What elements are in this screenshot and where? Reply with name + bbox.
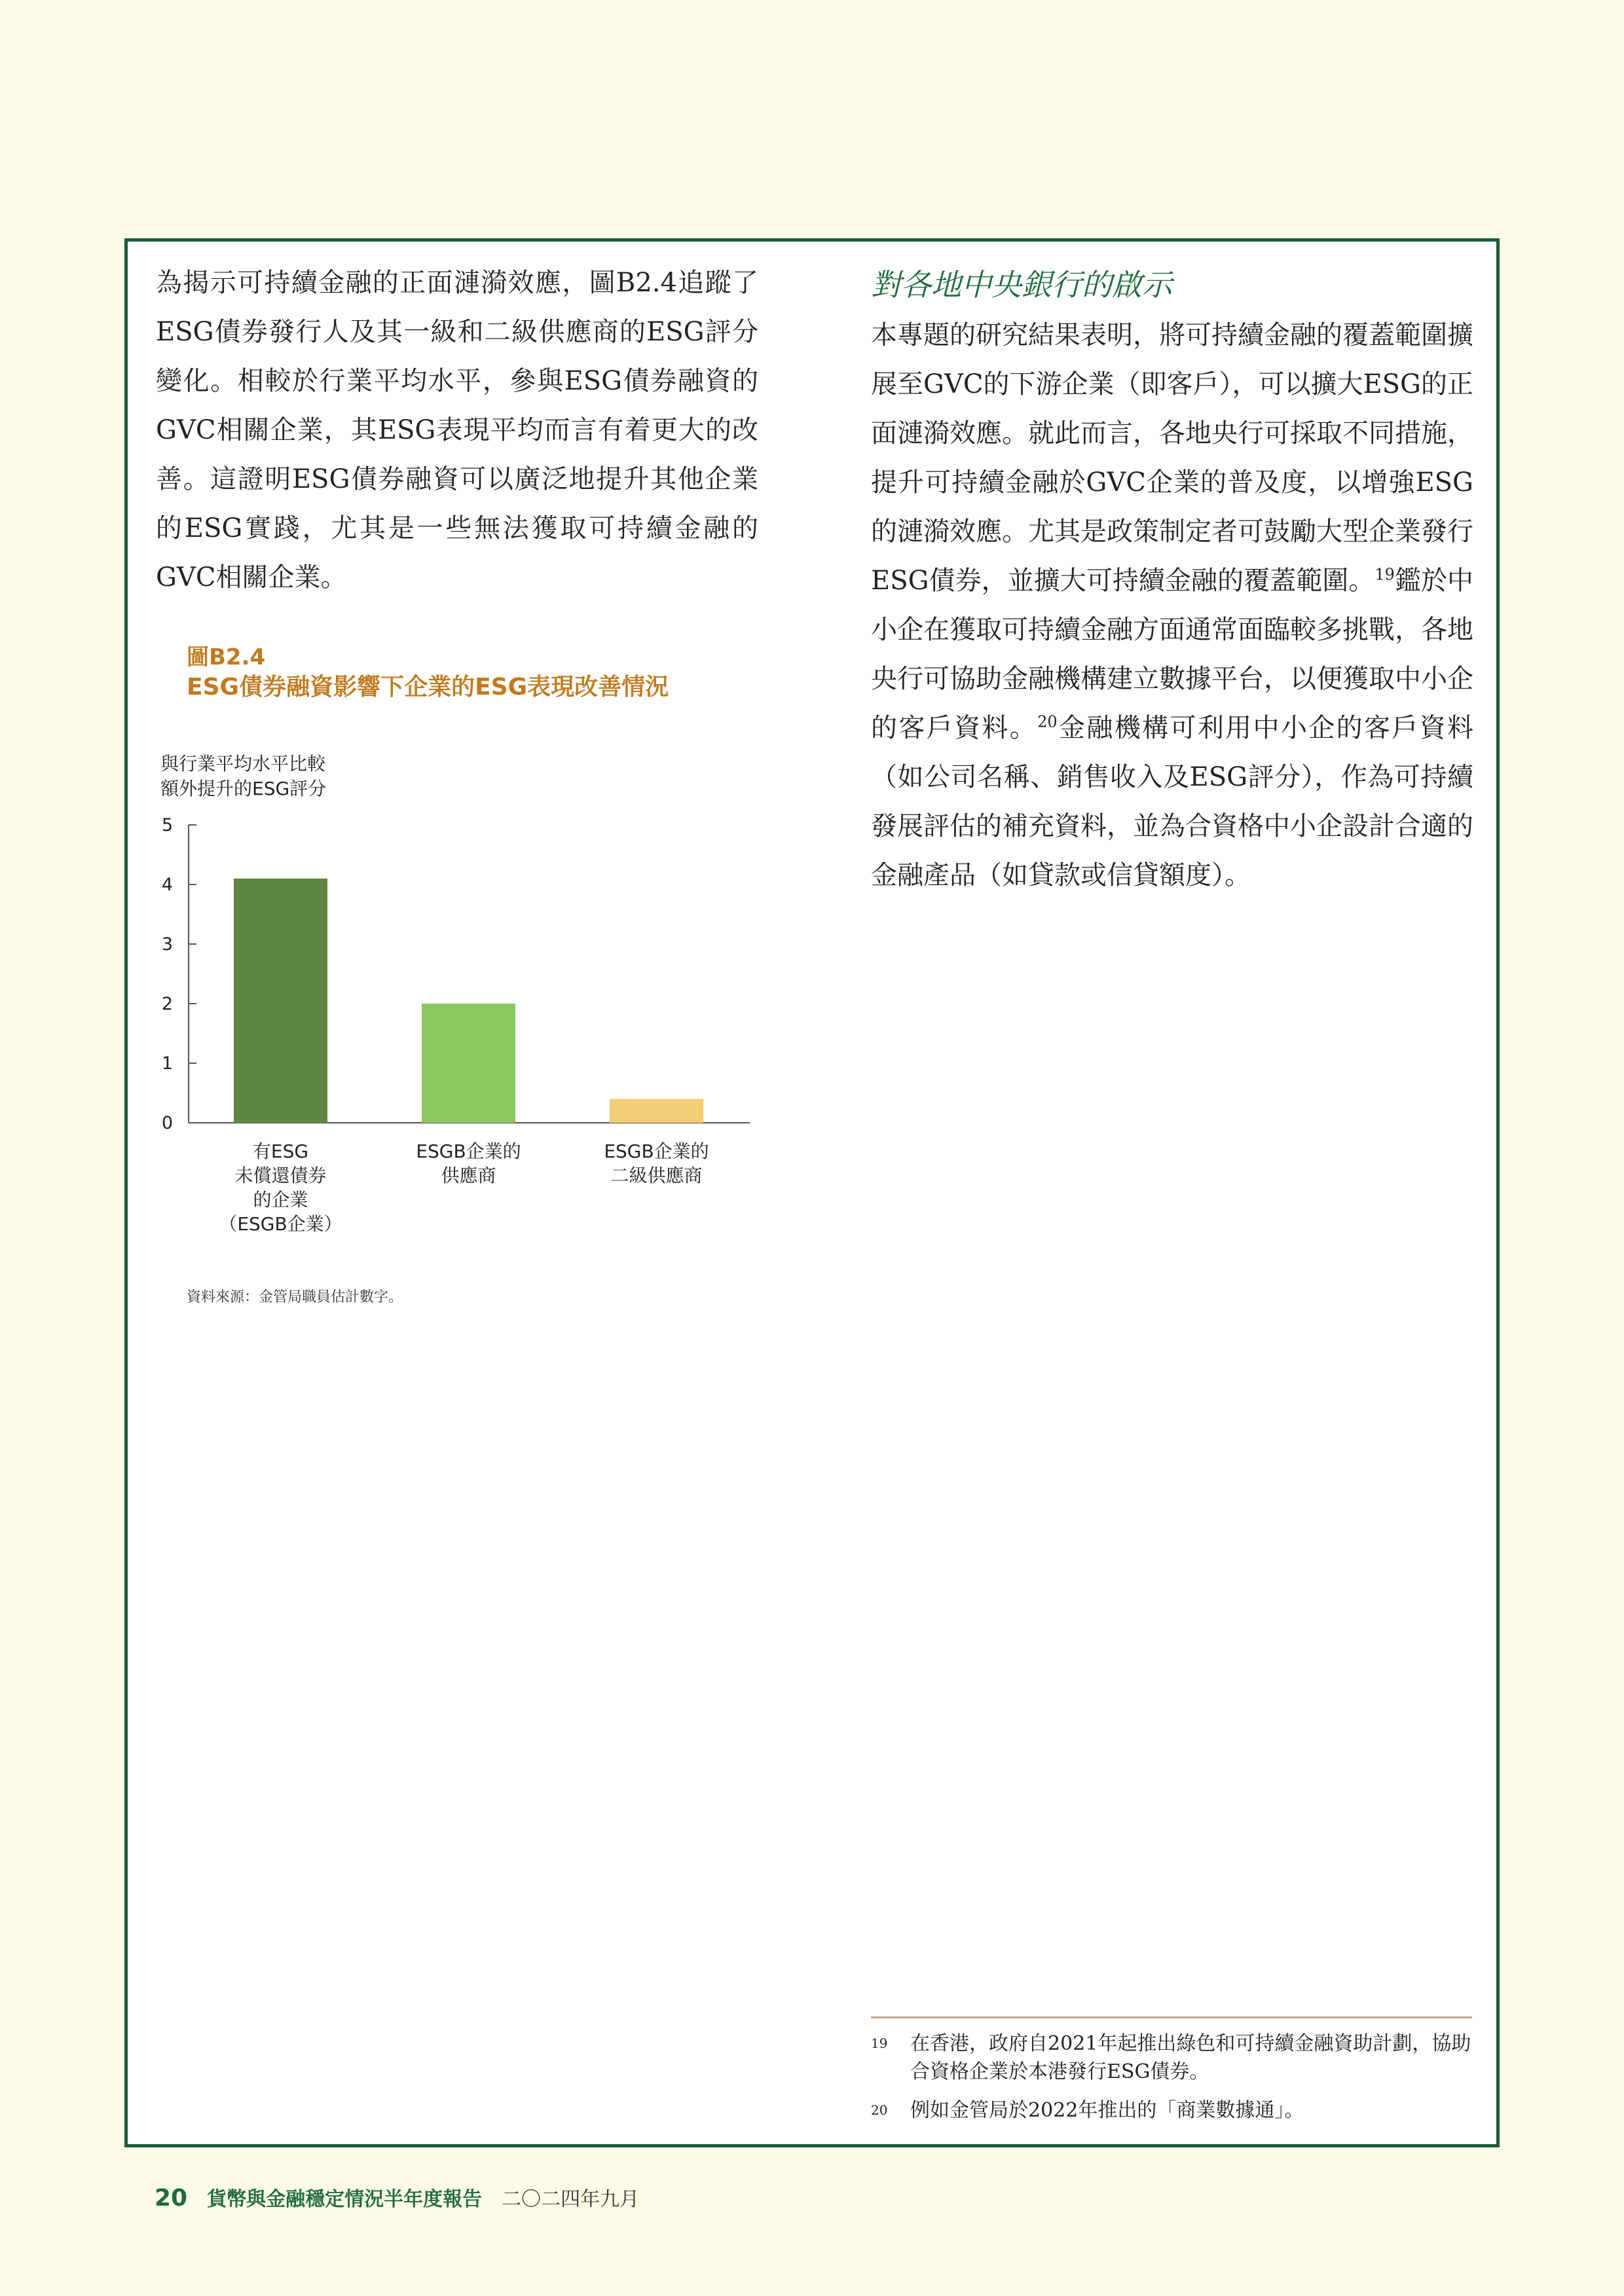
y-tick-label: 2	[161, 994, 173, 1014]
x-category-label-line: （ESGB企業）	[219, 1213, 342, 1235]
x-category-label-line: ESGB企業的	[416, 1140, 521, 1162]
y-axis-label-line-2: 額外提升的ESG評分	[160, 778, 327, 799]
right-paragraph-part-a: 本專題的研究結果表明，將可持續金融的覆蓋範圍擴展至GVC的下游企業（即客戶），可以擴大ESG的正面漣漪效應。就此而言，各地央行可採取不同措施，提升可持續金融於GVC企業的普及度，以增強ESG的漣漪效應。尤其是政策制定者可鼓勵大型企業發行ESG債券，並擴大可持續金融的覆蓋範圍。	[871, 320, 1473, 596]
section-heading: 對各地中央銀行的啟示	[871, 267, 1172, 302]
y-tick-label: 0	[161, 1113, 173, 1133]
page-number: 20	[155, 2185, 188, 2212]
footnote-number: 19	[871, 2035, 888, 2051]
x-category-label	[559, 1139, 755, 1188]
right-paragraph-part-b: 鑑於中小企在獲取可持續金融方面通常面臨較多挑戰，各地央行可協助金融機構建立數據平台，以便獲取中小企的客戶資料。	[871, 566, 1474, 743]
footnote-ref-20[interactable]: 20	[1037, 712, 1058, 731]
bar	[422, 1004, 515, 1123]
footnote-text: 在香港，政府自2021年起推出綠色和可持續金融資助計劃，協助合資格企業於本港發行ESG債券。	[910, 2032, 1471, 2083]
x-category-label-line: 未償還債券	[234, 1165, 327, 1186]
y-tick-label: 4	[161, 875, 173, 895]
figure-source: 資料來源：金管局職員估計數字。	[187, 1289, 403, 1305]
bar	[234, 879, 327, 1123]
page-footer	[155, 2183, 639, 2212]
left-column	[156, 259, 758, 602]
footnote-text: 例如金管局於2022年推出的「商業數據通」。	[910, 2099, 1304, 2122]
x-category-label-line: 有ESG	[252, 1140, 309, 1162]
x-category-label	[183, 1139, 379, 1236]
figure-title: ESG債券融資影響下企業的ESG表現改善情況	[187, 674, 669, 701]
bar	[610, 1099, 703, 1123]
footnote-divider	[871, 2016, 1472, 2018]
report-title: 貨幣與金融穩定情況半年度報告	[207, 2188, 483, 2211]
right-column	[871, 259, 1473, 900]
figure-label: 圖B2.4	[187, 644, 266, 670]
left-paragraph: 為揭示可持續金融的正面漣漪效應，圖B2.4追蹤了ESG債券發行人及其一級和二級供應商的ESG評分變化。相較於行業平均水平，參與ESG債券融資的GVC相關企業，其ESG表現平均而言有着更大的改善。這證明ESG債券融資可以廣泛地提升其他企業的ESG實踐，尤其是一些無法獲取可持續金融的GVC相關企業。	[156, 268, 758, 592]
x-category-label-line: 的企業	[253, 1189, 308, 1211]
y-axis-label-line-1: 與行業平均水平比較	[160, 753, 326, 774]
y-tick-label: 5	[161, 815, 173, 835]
x-category-label-line: 二級供應商	[610, 1165, 703, 1186]
x-category-label	[371, 1139, 567, 1188]
bar-chart	[151, 805, 766, 1146]
x-category-label-line: 供應商	[441, 1165, 496, 1186]
right-paragraph-part-c: 金融機構可利用中小企的客戶資料（如公司名稱、銷售收入及ESG評分），作為可持續發展評估的補充資料，並為合資格中小企設計合適的金融產品（如貸款或信貸額度）。	[871, 713, 1474, 890]
report-date: 二〇二四年九月	[502, 2188, 640, 2211]
footnote-number: 20	[871, 2102, 888, 2118]
footnote-ref-19[interactable]: 19	[1375, 565, 1395, 584]
x-category-label-line: ESGB企業的	[604, 1140, 709, 1162]
y-tick-label: 1	[161, 1053, 173, 1074]
chart-y-axis-label	[160, 752, 326, 801]
right-paragraph	[871, 311, 1473, 900]
y-tick-label: 3	[161, 934, 173, 955]
